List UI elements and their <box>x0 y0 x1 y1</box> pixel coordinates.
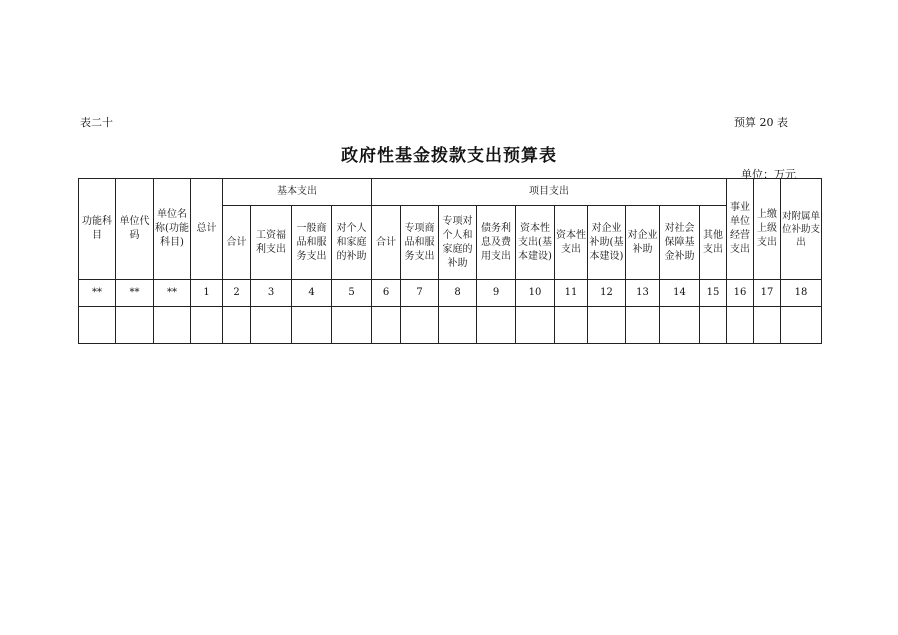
header-project-subtotal: 合计 <box>372 206 401 280</box>
index-cell: 1 <box>191 280 223 307</box>
header-to-superior: 上缴上级支出 <box>754 179 781 280</box>
empty-cell <box>781 307 822 344</box>
table-number: 表二十 <box>80 116 113 129</box>
empty-data-row <box>79 307 822 344</box>
empty-cell <box>660 307 700 344</box>
header-basic-household-subsidy: 对个人和家庭的补助 <box>332 206 372 280</box>
index-cell: 6 <box>372 280 401 307</box>
header-func-subject: 功能科目 <box>79 179 116 280</box>
header-basic-subtotal: 合计 <box>223 206 251 280</box>
index-cell: 2 <box>223 280 251 307</box>
budget-table <box>78 178 822 344</box>
empty-cell <box>372 307 401 344</box>
empty-cell <box>332 307 372 344</box>
empty-cell <box>79 307 116 344</box>
header-project-capital: 资本性支出 <box>555 206 588 280</box>
header-basic-goods-services: 一般商品和服务支出 <box>292 206 332 280</box>
header-to-affiliated: 对附属单位补助支出 <box>781 179 822 280</box>
header-project-capital-construction: 资本性支出(基本建设) <box>516 206 555 280</box>
header-public-institution: 事业单位经营支出 <box>727 179 754 280</box>
empty-cell <box>588 307 626 344</box>
empty-cell <box>251 307 292 344</box>
index-cell: 10 <box>516 280 555 307</box>
header-project-other: 其他支出 <box>700 206 727 280</box>
index-row <box>79 280 822 307</box>
empty-cell <box>191 307 223 344</box>
page-title: 政府性基金拨款支出预算表 <box>341 146 557 166</box>
header-project-enterprise-construction: 对企业补助(基本建设) <box>588 206 626 280</box>
header-project-household-subsidy: 专项对个人和家庭的补助 <box>439 206 477 280</box>
empty-cell <box>116 307 154 344</box>
index-cell: 9 <box>477 280 516 307</box>
empty-cell <box>700 307 727 344</box>
header-project-social-security: 对社会保障基金补助 <box>660 206 700 280</box>
index-cell: 13 <box>626 280 660 307</box>
index-cell: 17 <box>754 280 781 307</box>
index-cell: 5 <box>332 280 372 307</box>
empty-cell <box>439 307 477 344</box>
index-cell: 4 <box>292 280 332 307</box>
header-project-debt-interest: 债务利息及费用支出 <box>477 206 516 280</box>
index-cell: 16 <box>727 280 754 307</box>
empty-cell <box>516 307 555 344</box>
index-cell: 8 <box>439 280 477 307</box>
empty-cell <box>223 307 251 344</box>
index-cell: ** <box>116 280 154 307</box>
index-cell: ** <box>79 280 116 307</box>
header-project-goods-services: 专项商品和服务支出 <box>401 206 439 280</box>
index-cell: 12 <box>588 280 626 307</box>
index-cell: 14 <box>660 280 700 307</box>
header-basic-group: 基本支出 <box>223 179 372 206</box>
index-cell: 15 <box>700 280 727 307</box>
empty-cell <box>626 307 660 344</box>
index-cell: 7 <box>401 280 439 307</box>
empty-cell <box>477 307 516 344</box>
form-number: 预算 20 表 <box>734 116 788 129</box>
empty-cell <box>754 307 781 344</box>
header-basic-wages: 工资福利支出 <box>251 206 292 280</box>
index-cell: ** <box>154 280 191 307</box>
header-unit-name: 单位名称(功能科目) <box>154 179 191 280</box>
header-project-enterprise-subsidy: 对企业补助 <box>626 206 660 280</box>
empty-cell <box>292 307 332 344</box>
empty-cell <box>401 307 439 344</box>
unit-label: 单位：万元 <box>741 168 796 181</box>
index-cell: 11 <box>555 280 588 307</box>
empty-cell <box>555 307 588 344</box>
index-cell: 3 <box>251 280 292 307</box>
empty-cell <box>154 307 191 344</box>
header-total: 总计 <box>191 179 223 280</box>
empty-cell <box>727 307 754 344</box>
index-cell: 18 <box>781 280 822 307</box>
header-project-group: 项目支出 <box>372 179 727 206</box>
header-unit-code: 单位代码 <box>116 179 154 280</box>
